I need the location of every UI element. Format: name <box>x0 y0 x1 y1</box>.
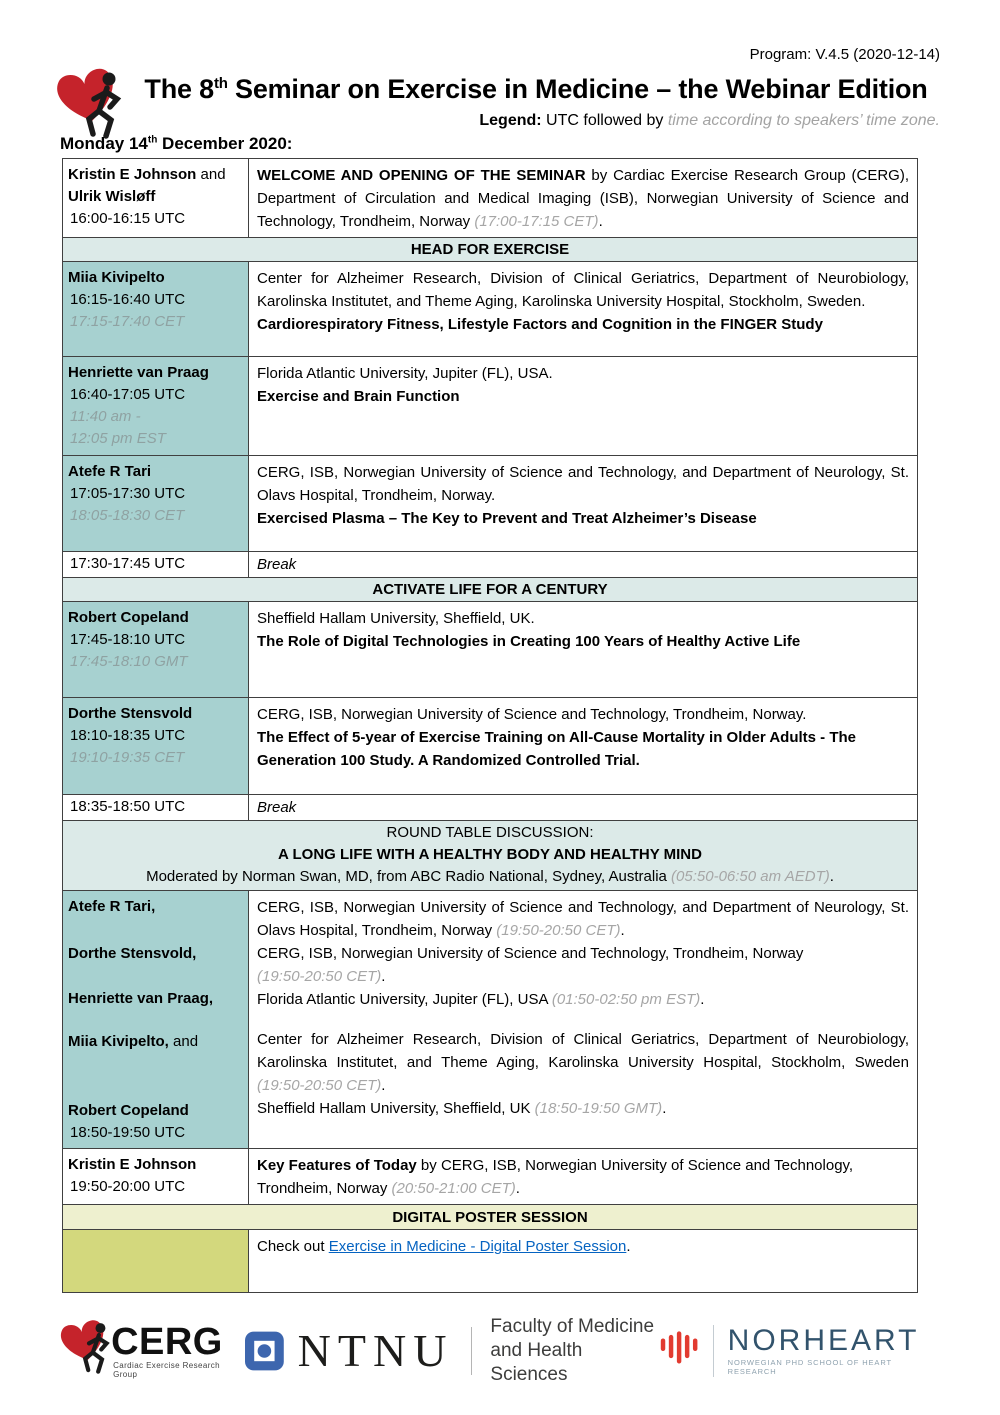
affiliation-text: CERG, ISB, Norwegian University of Science and Technology, and Department of Neurology, St. Olavs Hospital, Trondheim, Norway <box>257 899 909 939</box>
speaker-name: Atefe R Tari, <box>68 898 156 915</box>
speaker-cell <box>63 1149 249 1204</box>
poster-empty-cell <box>63 1230 249 1292</box>
roundtable-header <box>63 820 917 890</box>
roundtable-row <box>63 890 917 1148</box>
affiliation: Florida Atlantic University, Jupiter (FL), USA. <box>257 365 553 382</box>
date-heading <box>60 134 292 154</box>
ntnu-faculty-logo <box>245 1315 660 1387</box>
break-label: Break <box>257 556 297 573</box>
session-row-stensvold <box>63 697 917 794</box>
session-row-copeland <box>63 601 917 697</box>
speaker-cell <box>63 357 249 455</box>
affiliation: Center for Alzheimer Research, Division of Clinical Geriatrics, Department of Neurobiology, Karolinska Institutet, and Theme Aging, Karolinska University Hospital, Stockholm, Sweden. <box>257 270 909 310</box>
time-local: 17:15-17:40 CET <box>70 313 185 330</box>
roundtable-subtitle: A LONG LIFE WITH A HEALTHY BODY AND HEALTHY MIND <box>278 846 702 863</box>
poster-link-cell <box>249 1230 917 1292</box>
and-text: and <box>168 1033 199 1050</box>
cerg-logo <box>60 1318 245 1384</box>
divider <box>471 1327 472 1375</box>
time-local: (01:50-02:50 pm EST) <box>551 991 701 1008</box>
affiliation <box>257 1028 909 1097</box>
affiliation-text: Center for Alzheimer Research, Division of Clinical Geriatrics, Department of Neurobiology, Karolinska Institutet, and Theme Aging, Karolinska University Hospital, Stockholm, Sweden <box>257 1031 909 1071</box>
speaker-cell <box>63 602 249 697</box>
affiliation <box>257 896 909 942</box>
time-utc: 17:30-17:45 UTC <box>70 555 186 572</box>
session-row-kivipelto <box>63 261 917 356</box>
speaker-name: Kristin E Johnson <box>68 1156 197 1173</box>
affiliation-text: Florida Atlantic University, Jupiter (FL), USA <box>257 991 552 1008</box>
period: . <box>626 1238 631 1255</box>
footer-logos <box>60 1314 940 1388</box>
session-description <box>257 164 909 233</box>
time-utc: 17:05-17:30 UTC <box>70 485 186 502</box>
talk-title: Exercised Plasma – The Key to Prevent and Treat Alzheimer’s Disease <box>257 510 757 527</box>
moderator-text: Moderated by Norman Swan, MD, from ABC Radio National, Sydney, Australia <box>146 868 672 885</box>
period: . <box>515 1180 520 1197</box>
cerg-wordmark <box>111 1320 245 1379</box>
affiliation <box>257 1097 909 1120</box>
time-utc: 19:50-20:00 UTC <box>70 1178 186 1195</box>
affiliation: Sheffield Hallam University, Sheffield, UK. <box>257 610 535 627</box>
session-description <box>257 1154 909 1200</box>
session-row-keyfeatures <box>63 1148 917 1204</box>
poster-text-pre: Check out <box>257 1238 329 1255</box>
time-utc: 18:10-18:35 UTC <box>70 727 186 744</box>
period: . <box>700 991 705 1008</box>
break-time-cell <box>63 795 249 820</box>
date-pre: Monday 14 <box>60 134 148 153</box>
poster-session-link[interactable]: Exercise in Medicine - Digital Poster Session <box>328 1238 627 1255</box>
period: . <box>381 1077 386 1094</box>
speaker-name: Dorthe Stensvold, <box>68 945 197 962</box>
title-post: Seminar on Exercise in Medicine – the Webinar Edition <box>227 74 928 104</box>
roundtable-affiliations-cell <box>249 891 917 1148</box>
session-details <box>249 602 917 697</box>
speaker-cell <box>63 262 249 356</box>
faculty-line2: and Health Sciences <box>490 1340 583 1385</box>
affiliation <box>257 942 909 988</box>
legend-label: Legend: <box>479 112 542 129</box>
session-title: Key Features of Today <box>257 1157 417 1174</box>
speaker-name: Henriette van Praag <box>68 364 209 381</box>
time-local: (19:50-20:50 CET) <box>257 968 382 985</box>
ntnu-wordmark: NTNU <box>297 1325 454 1376</box>
time-local: (20:50-21:00 CET) <box>391 1180 516 1197</box>
session-details <box>249 456 917 551</box>
affiliation: CERG, ISB, Norwegian University of Science and Technology, and Department of Neurology, St. Olavs Hospital, Trondheim, Norway. <box>257 464 909 504</box>
affiliation-text: Sheffield Hallam University, Sheffield, UK <box>257 1100 535 1117</box>
cerg-tagline: Cardiac Exercise Research Group <box>113 1360 221 1379</box>
speaker-name: Robert Copeland <box>68 609 189 626</box>
date-post: December 2020: <box>157 134 293 153</box>
period: . <box>662 1100 667 1117</box>
norheart-logo <box>659 1325 940 1377</box>
session-row-welcome <box>63 159 917 237</box>
talk-title: Exercise and Brain Function <box>257 388 460 405</box>
speaker-name-bold: Miia Kivipelto, <box>68 1033 169 1050</box>
time-local: 19:10-19:35 CET <box>70 749 185 766</box>
time-local: (19:50-20:50 CET) <box>496 922 621 939</box>
time-local: (05:50-06:50 am AEDT) <box>671 868 830 885</box>
session-details <box>249 262 917 356</box>
and-text: and <box>196 166 226 183</box>
program-version: Program: V.4.5 (2020-12-14) <box>749 46 940 63</box>
speaker-name <box>68 1031 244 1053</box>
period: . <box>620 922 625 939</box>
affiliation <box>257 988 909 1011</box>
time-utc: 18:50-19:50 UTC <box>70 1124 186 1141</box>
affiliation-text: CERG, ISB, Norwegian University of Science and Technology, Trondheim, Norway <box>257 945 804 962</box>
break-label-cell <box>249 795 917 820</box>
break-label: Break <box>257 799 297 816</box>
speaker-name: Robert Copeland <box>68 1102 189 1119</box>
roundtable-title: ROUND TABLE DISCUSSION: <box>386 824 594 841</box>
session-details <box>249 357 917 455</box>
speaker-name: Atefe R Tari <box>68 463 152 480</box>
time-utc: 16:00-16:15 UTC <box>70 210 186 227</box>
break-row <box>63 794 917 820</box>
session-row-vanpraag <box>63 356 917 455</box>
time-utc: 17:45-18:10 UTC <box>70 631 186 648</box>
faculty-text <box>490 1315 659 1387</box>
session-details <box>249 698 917 794</box>
session-text: by Cardiac Exercise Research Group (CERG), Department of Circulation and Medical Imaging (ISB), Norwegian University of Science and Technology, Trondheim, Norway <box>257 167 909 230</box>
speaker-cell <box>63 698 249 794</box>
title-pre: The 8 <box>144 74 214 104</box>
roundtable-speakers-cell <box>63 891 249 1148</box>
time-local: (18:50-19:50 GMT) <box>534 1100 663 1117</box>
section-header-head-for-exercise: HEAD FOR EXERCISE <box>63 237 917 261</box>
speaker-name: Henriette van Praag, <box>68 990 214 1007</box>
speaker-name: Ulrik Wisløff <box>68 188 156 205</box>
talk-title: The Role of Digital Technologies in Creating 100 Years of Healthy Active Life <box>257 633 801 650</box>
speaker-name: Miia Kivipelto <box>68 269 165 286</box>
session-row-tari <box>63 455 917 551</box>
time-local: 12:05 pm EST <box>70 430 166 447</box>
roundtable-moderator <box>63 866 917 888</box>
cerg-name: CERG <box>111 1320 223 1363</box>
poster-row <box>63 1229 917 1292</box>
time-local: 18:05-18:30 CET <box>70 507 185 524</box>
section-header-activate-life: ACTIVATE LIFE FOR A CENTURY <box>63 577 917 601</box>
affiliation: CERG, ISB, Norwegian University of Science and Technology, Trondheim, Norway. <box>257 706 807 723</box>
page-title <box>130 74 942 105</box>
time-utc: 18:35-18:50 UTC <box>70 798 186 815</box>
faculty-line1: Faculty of Medicine <box>490 1316 655 1337</box>
poster-text <box>257 1235 909 1258</box>
break-time-cell <box>63 552 249 577</box>
speaker-name: Kristin E Johnson <box>68 166 197 183</box>
talk-title: Cardiorespiratory Fitness, Lifestyle Factors and Cognition in the FINGER Study <box>257 316 823 333</box>
session-details <box>249 159 917 237</box>
speaker-cell <box>63 159 249 237</box>
period: . <box>381 968 386 985</box>
speaker-name: Dorthe Stensvold <box>68 705 193 722</box>
period: . <box>598 213 603 230</box>
session-details <box>249 1149 917 1204</box>
schedule-table <box>62 158 918 1293</box>
time-local: 11:40 am - <box>70 408 141 425</box>
date-sup: th <box>147 134 158 146</box>
legend-timezone-note: time according to speakers’ time zone. <box>667 112 940 129</box>
ntnu-emblem-icon <box>245 1331 284 1371</box>
norheart-wordmark <box>728 1326 940 1376</box>
session-text: by CERG, ISB, Norwegian University of Science and Technology, Trondheim, Norway <box>257 1157 854 1197</box>
time-local: 17:45-18:10 GMT <box>70 653 188 670</box>
norheart-pulse-bars-icon <box>659 1327 698 1375</box>
session-title: WELCOME AND OPENING OF THE SEMINAR <box>257 167 586 184</box>
time-utc: 16:40-17:05 UTC <box>70 386 186 403</box>
speaker-cell <box>63 456 249 551</box>
time-local: (17:00-17:15 CET) <box>474 213 599 230</box>
time-local: (19:50-20:50 CET) <box>257 1077 382 1094</box>
legend-line <box>479 112 940 130</box>
break-row <box>63 551 917 577</box>
section-header-digital-poster: DIGITAL POSTER SESSION <box>63 1204 917 1229</box>
speaker-names <box>68 164 244 208</box>
norheart-name: NORHEART <box>727 1324 920 1357</box>
time-utc: 16:15-16:40 UTC <box>70 291 186 308</box>
period: . <box>829 868 834 885</box>
norheart-tagline: NORWEGIAN PHD SCHOOL OF HEART RESEARCH <box>727 1358 892 1376</box>
title-sup: th <box>213 75 228 92</box>
legend-text: UTC followed by <box>541 112 668 129</box>
divider <box>713 1325 714 1377</box>
break-label-cell <box>249 552 917 577</box>
talk-title: The Effect of 5-year of Exercise Training on All-Cause Mortality in Older Adults - The Generation 100 Study. A Randomized Controlled Trial. <box>257 729 856 769</box>
